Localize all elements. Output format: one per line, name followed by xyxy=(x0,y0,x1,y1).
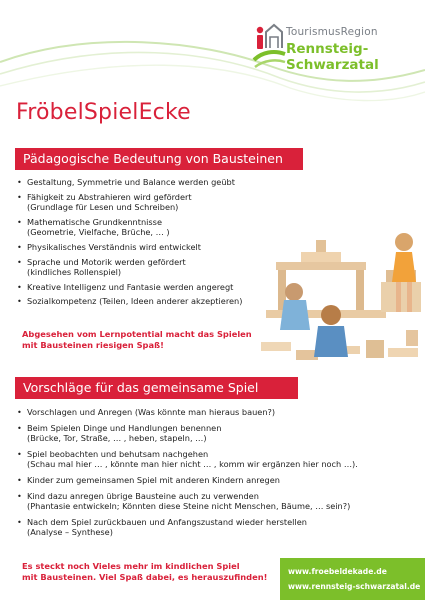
list-item: • Spiel beobachten und behutsam nachgehen (Schau mal hier … , könnte man hier nicht … , komm wir ergänzen hier noch …). xyxy=(16,449,416,470)
list-item: • Physikalisches Verständnis wird entwickelt xyxy=(16,242,266,253)
logo-line1: TourismusRegion xyxy=(286,26,378,38)
list-item: • Kreative Intelligenz und Fantasie werden angeregt xyxy=(16,282,266,293)
link-rennsteig-schwarzatal[interactable]: www.rennsteig-schwarzatal.de xyxy=(288,582,421,591)
footer-links xyxy=(280,558,425,600)
logo-line3: Schwarzatal xyxy=(286,57,379,73)
list-item: • Gestaltung, Symmetrie und Balance werden geübt xyxy=(16,177,266,188)
region-logo[interactable] xyxy=(252,22,417,78)
link-froebeldekade[interactable]: www.froebeldekade.de xyxy=(288,567,387,576)
list-item: • Vorschlagen und Anregen (Was könnte man hieraus bauen?) xyxy=(16,407,416,418)
section2-note: Es steckt noch Vieles mehr im kindlichen Spiel mit Bausteinen. Viel Spaß dabei, es herauszufinden! xyxy=(22,561,268,582)
section1-note: Abgesehen vom Lernpotential macht das Spielen mit Bausteinen riesigen Spaß! xyxy=(22,329,252,350)
logo-line2: Rennsteig- xyxy=(286,41,369,57)
section1-heading: Pädagogische Bedeutung von Bausteinen xyxy=(15,148,303,170)
section1-list xyxy=(16,177,266,307)
house-figure-logo-icon xyxy=(252,22,286,74)
list-item: • Kinder zum gemeinsamen Spiel mit anderen Kindern anregen xyxy=(16,475,416,486)
list-item: • Fähigkeit zu Abstrahieren wird gefördert (Grundlage für Lesen und Schreiben) xyxy=(16,192,266,213)
list-item: • Kind dazu anregen übrige Bausteine auch zu verwenden (Phantasie entwickeln; Könnten diese Steine nicht Menschen, Bäume, … sein?) xyxy=(16,491,416,512)
page-title: FröbelSpielEcke xyxy=(16,100,191,125)
list-item: • Sprache und Motorik werden gefördert (kindliches Rollenspiel) xyxy=(16,257,266,278)
section2-list xyxy=(16,407,416,538)
section2-heading: Vorschläge für das gemeinsame Spiel xyxy=(15,377,298,399)
list-item: • Sozialkompetenz (Teilen, Ideen anderer akzeptieren) xyxy=(16,296,266,307)
list-item: • Beim Spielen Dinge und Handlungen benennen (Brücke, Tor, Straße, … , heben, stapeln, …) xyxy=(16,423,416,444)
list-item: • Nach dem Spiel zurückbauen und Anfangszustand wieder herstellen (Analyse – Synthese) xyxy=(16,517,416,538)
list-item: • Mathematische Grundkenntnisse (Geometrie, Vielfache, Brüche, … ) xyxy=(16,217,266,238)
children-blocks-photo xyxy=(256,222,425,372)
